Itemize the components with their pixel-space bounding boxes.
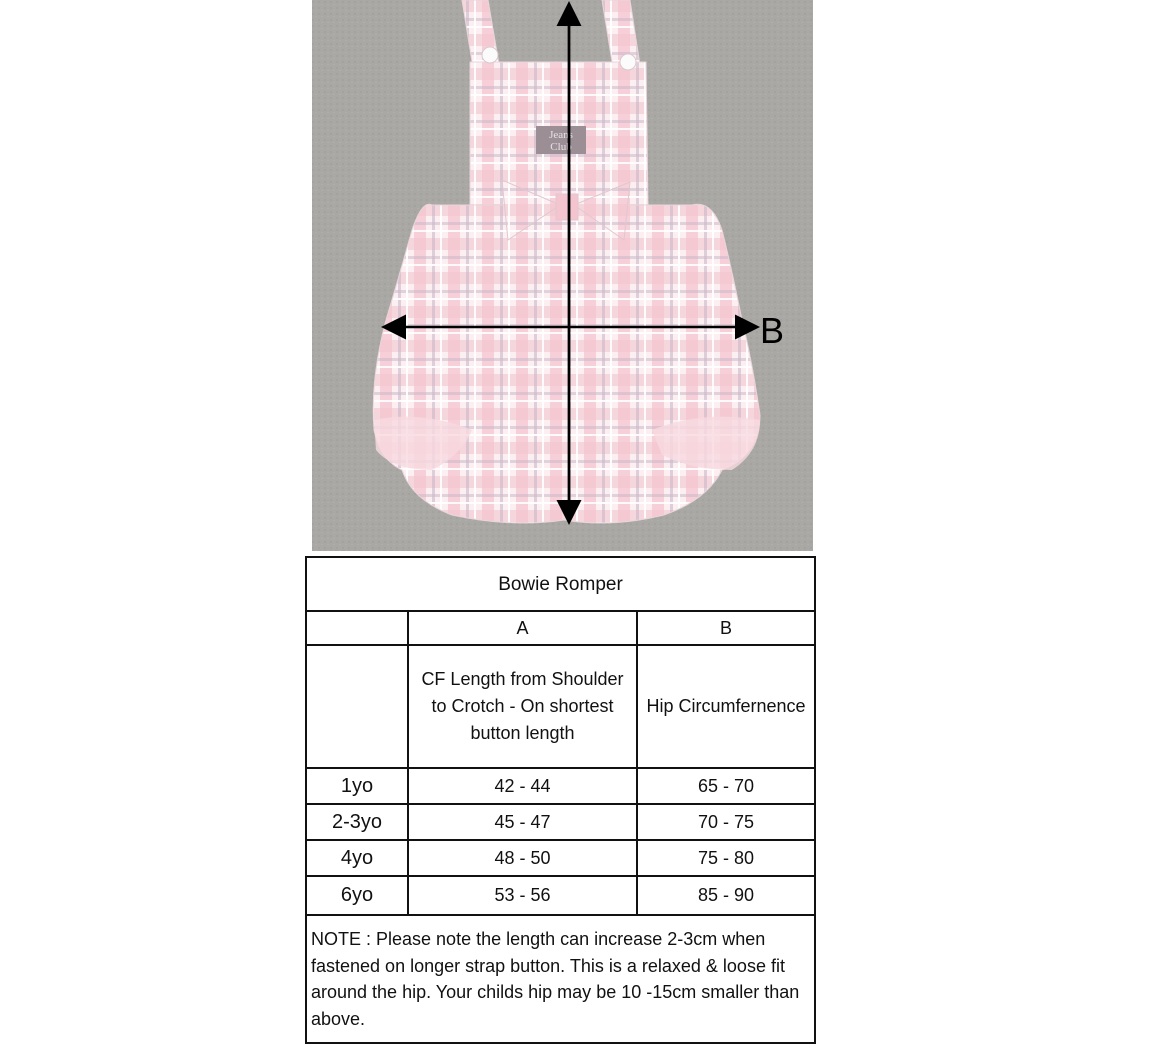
table-row — [306, 840, 815, 876]
column-description-row — [306, 645, 815, 768]
column-key-row — [306, 611, 815, 645]
fit-note: NOTE : Please note the length can increase 2-3cm when fastened on longer strap button. This is a relaxed & loose fit around the hip. Your childs hip may be 10 -15cm smaller than above. — [306, 915, 815, 1043]
svg-text:Club: Club — [550, 141, 572, 153]
column-b-key: B — [637, 611, 815, 645]
measure-b-value: 65 - 70 — [637, 768, 815, 804]
table-row — [306, 768, 815, 804]
measure-a-value: 53 - 56 — [408, 876, 637, 915]
measure-a-value: 45 - 47 — [408, 804, 637, 840]
brand-patch — [536, 126, 586, 154]
table-row — [306, 804, 815, 840]
right-button-icon — [620, 54, 636, 70]
measure-b-label: B — [760, 310, 785, 351]
bow-knot — [556, 194, 578, 220]
table-row — [306, 876, 815, 915]
column-a-key: A — [408, 611, 637, 645]
measure-b-value: 70 - 75 — [637, 804, 815, 840]
romper-body — [373, 204, 760, 523]
measure-b-value: 85 - 90 — [637, 876, 815, 915]
size-label: 1yo — [306, 768, 408, 804]
size-label: 6yo — [306, 876, 408, 915]
measure-b-value: 75 - 80 — [637, 840, 815, 876]
empty-description-cell — [306, 645, 408, 768]
size-label: 4yo — [306, 840, 408, 876]
column-a-description: CF Length from Shoulder to Crotch - On shortest button length — [408, 645, 637, 768]
romper-illustration — [312, 0, 813, 551]
empty-corner-cell — [306, 611, 408, 645]
size-chart-table — [305, 556, 816, 1044]
column-b-description: Hip Circumfernence — [637, 645, 815, 768]
measure-a-value: 48 - 50 — [408, 840, 637, 876]
size-label: 2-3yo — [306, 804, 408, 840]
measure-a-value: 42 - 44 — [408, 768, 637, 804]
table-title: Bowie Romper — [306, 557, 815, 611]
product-photo — [312, 0, 813, 551]
note-row — [306, 915, 815, 1043]
left-button-icon — [482, 47, 498, 63]
svg-text:Jeans: Jeans — [549, 129, 573, 141]
table-title-row — [306, 557, 815, 611]
